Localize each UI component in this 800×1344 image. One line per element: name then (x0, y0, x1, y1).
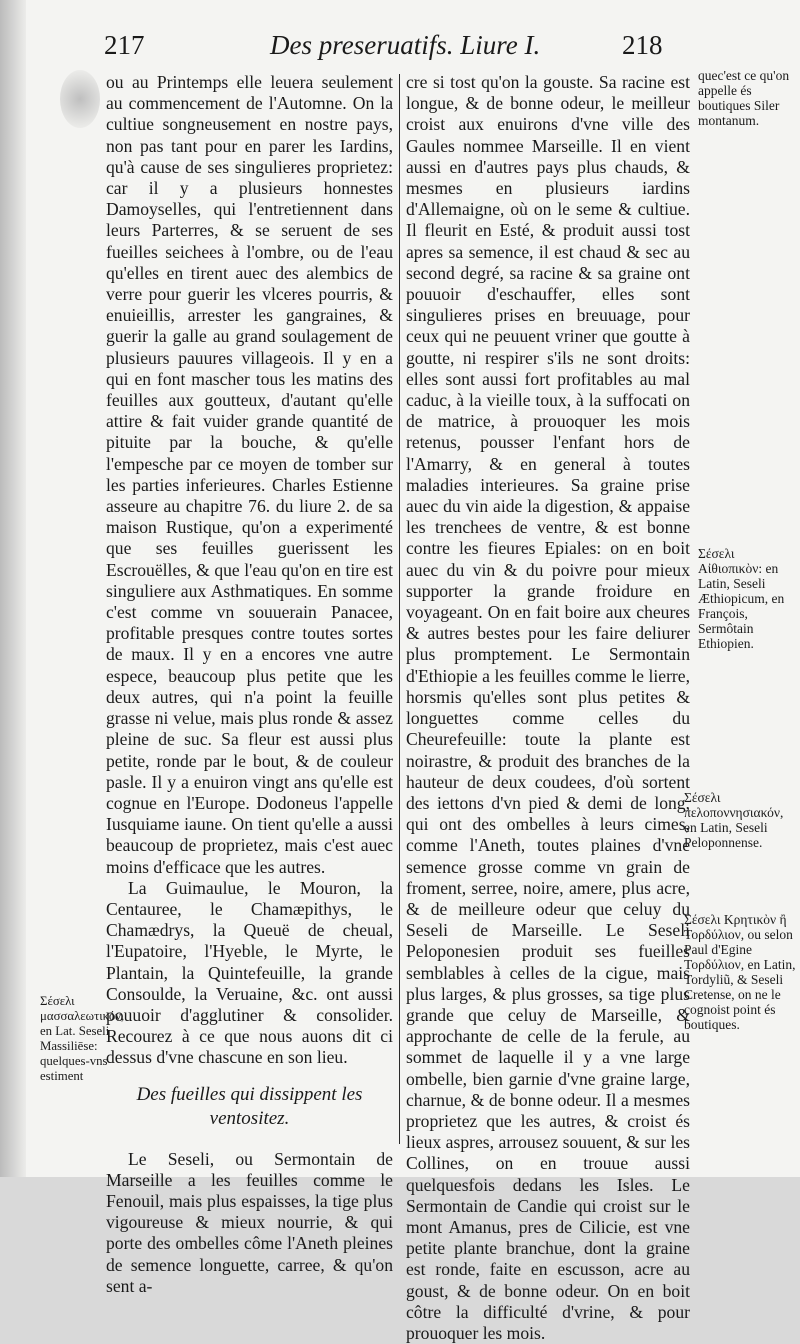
running-title: Des preseruatifs. Liure I. (270, 30, 541, 60)
section-heading: Des fueilles qui dissippent les ventositez. (136, 1083, 363, 1129)
margin-note: quec'est ce qu'on appelle és boutiques Siler montanum. (698, 68, 790, 128)
margin-note: Σέσελι Κρητικὸν ἢ Τορδύλιον, ou selon Paul d'Egine Τορδύλιον, en Latin, Tordyliũ, & Seseli Cretense, on ne le cognoist point és boutiques. (684, 912, 796, 1032)
paragraph: La Guimaulue, le Mouron, la Centauree, le Chamæpithys, le Chamædrys, la Queuë de cheual, l'Eupatoire, l'Hyeble, le Myrte, le Plantain, la Quintefeuille, la grande Consoulde, la Veruaine, &c. ont aussi pouuoir d'agglutiner & consolider. Recourez à ce que nous auons dit ci dessus d'vne chascune en son lieu. (106, 877, 393, 1068)
right-text-column (406, 72, 690, 1344)
margin-note: Σέσελι Αἰθιοπικὸν: en Latin, Seseli Æthiopicum, en François, Sermôtain Ethiopien. (698, 546, 785, 651)
running-header (0, 30, 800, 64)
page-number-right: 218 (622, 30, 663, 60)
column-divider (399, 74, 400, 1144)
paper-stain (60, 70, 100, 128)
page-edge-shadow (0, 0, 26, 1177)
margin-note: Σέσελι μασσαλεωτικόν, en Lat. Seseli Massiliēse: quelques-vns estiment (40, 994, 125, 1083)
paragraph: ou au Printemps elle leuera seulement au commencement de l'Automne. On la cultiue songneusement en nostre pays, non pas tant pour en parer les Iardins, qu'à cause de ses singulieres proprietez: car il y a plusieurs honnestes Damoyselles, qui l'entretiennent dans leurs Parterres, & se seruent de ses fueilles seichees à l'ombre, ou de l'eau qu'elles en tirent auec des alembics de verre pour guerir les vlceres pourris, & enuieillis, arrester les gangraines, & guerir la galle au grand soulagement de plusieurs pauures villageois. Il y en a qui en font mascher tous les matins des feuilles aux goutteux, d'autant qu'elle attire & fait vuider grande quantité de pituite par la bouche, & qu'elle l'empesche par ce moyen de tomber sur les parties inferieures. Charles Estienne asseure au chapitre 76. du liure 2. de sa maison Rustique, qu'on a experimenté que ses feuilles guerissent les Escrouëlles, & que l'eau qu'on en tire est singuliere aux Asthmatiques. En somme c'est comme vn souuerain Panacee, profitable presques contre toutes sortes de maux. Il y en a encores vne autre espece, beaucoup plus petite que les deux autres, qui n'a point la feuille grasse ni velue, mais plus ronde & assez pleine de suc. Sa fleur est aussi plus petite, ronde par le bout, & de couleur pasle. Il y a enuiron vingt ans qu'elle est cognue en l'Europe. Dodoneus l'appelle Iusquiame iaune. On tient qu'elle a aussi beaucoup de proprietez, mais c'est auec moins d'efficace que les autres. (106, 72, 393, 877)
page-number-left: 217 (104, 30, 145, 60)
margin-note: Σέσελι πελοποννησιακόν, en Latin, Seseli Peloponnense. (684, 790, 784, 850)
paragraph: cre si tost qu'on la gouste. Sa racine est longue, & de bonne odeur, le meilleur croist aux enuirons d'vne ville des Gaules nommee Marseille. Il en vient aussi en d'autres pays plus chauds, & mesmes en plusieurs iardins d'Allemaigne, où on le seme & cultiue. Il fleurit en Esté, & produit aussi tost apres sa semence, il est chaud & sec au second degré, sa racine & sa graine ont pouuoir d'eschauffer, elles sont singulieres prises en breuuage, pour ceux qui ne peuuent vriner que goutte à goutte, ni respirer s'ils ne sont droits: elles sont aussi fort profitables au mal caduc, à la vieille toux, à la suffocati on de matrice, à prouoquer les mois retenus, pousser l'enfant hors de l'Amarry, & en general à toutes maladies interieures. Sa graine prise auec du vin aide la digestion, & appaise les trenchees de ventre, & est bonne contre les fieures Epiales: on en boit auec du vin & du poivre pour mieux supporter la grande froidure en voyageant. On en fait boire aux cheures & autres bestes pour les faire deliurer plus promptement. Le Sermontain d'Ethiopie a les feuilles comme le lierre, horsmis qu'elles sont plus petites & longuettes comme celles du Cheurefeuille: toute la plante est noirastre, & produit des branches de la hauteur de deux coudees, d'où sortent des iettons d'vn pied & demi de long, qui ont des ombelles à leurs cimes, comme l'Aneth, toutes plaines d'vne semence grosse comme vn grain de froment, serree, noire, amere, plus acre, & de meilleure odeur que celuy du Seseli de Marseille. Le Seseli Peloponesien produit ses fueilles semblables à celles de la cigue, mais plus larges, & plus grosses, sa tige plus grande que celuy de Marseille, & approchante de celle de la ferule, au sommet de laquelle il y a vne large ombelle, bien garnie d'vne graine large, charnue, & de bonne odeur. Il a mesmes proprietez que les autres, & croist és lieux aspres, arrousez souuent, & sur les Collines, on en trouue aussi quelquesfois dedans les Isles. Le Sermontain de Candie qui croist sur le mont Amanus, pres de Cilicie, est vne petite plante branchue, dont la graine est ronde, faite en escusson, acre au goust, & de bonne odeur. On en boit côtre la difficulté d'vrine, & pour prouoquer les mois. (406, 72, 690, 1343)
left-text-column (106, 72, 393, 1297)
paragraph: Le Seseli, ou Sermontain de Marseille a les feuilles comme le Fenouil, mais plus espaisses, la tige plus vigoureuse & mieux nourrie, & qui porte des ombelles côme l'Aneth pleines de semence longuette, carree, & qu'on sent a- (106, 1148, 393, 1296)
